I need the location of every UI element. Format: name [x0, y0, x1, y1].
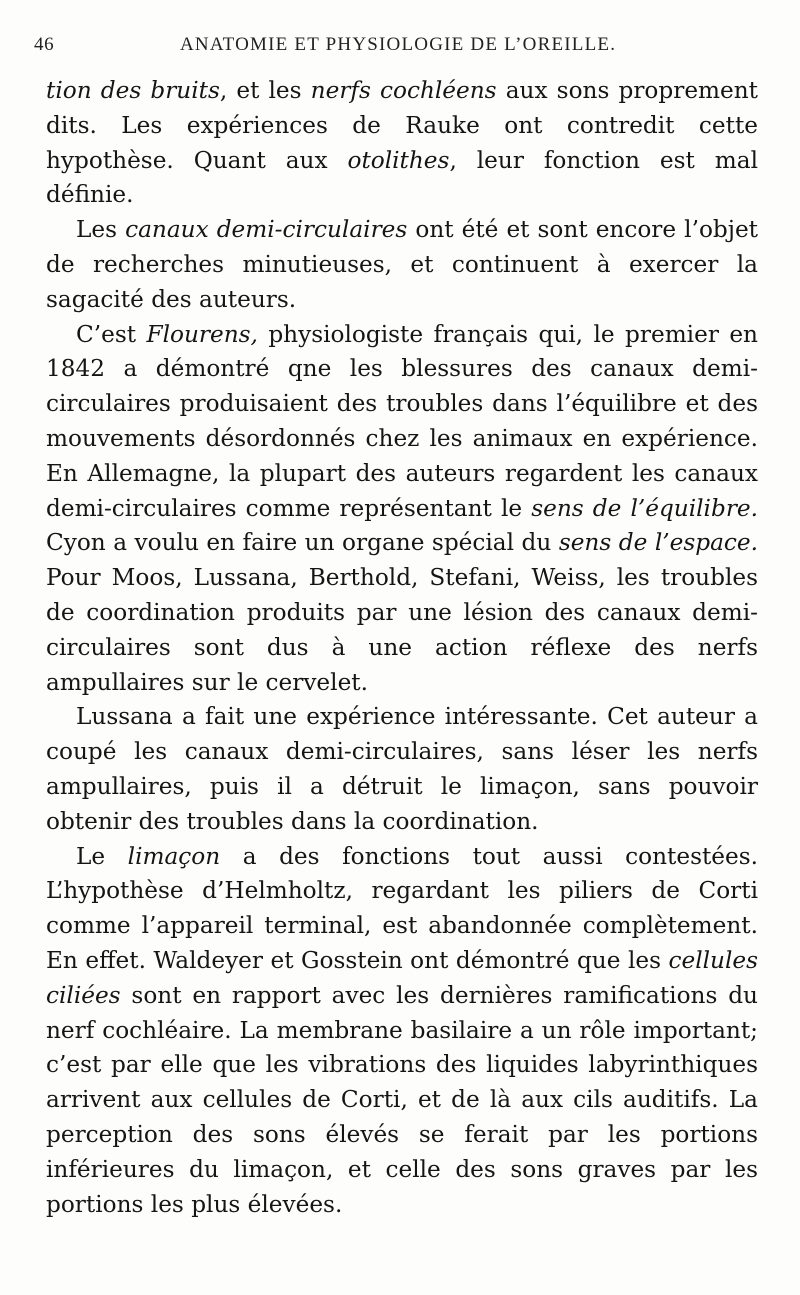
body-text: [46, 74, 758, 1222]
italic-term: cellules ciliées: [46, 946, 758, 1009]
italic-term: sens de l’équilibre.: [531, 494, 758, 522]
italic-term: nerfs cochléens: [310, 77, 497, 104]
running-head: [34, 28, 754, 62]
paragraph-text: a des fonctions tout aussi contestées. L’hypothèse d’Helmholtz, regardant les piliers de Corti comme l’appareil terminal, est abandonnée complètement. En effet. Waldeyer et Gosstein ont démontré que les: [46, 842, 758, 974]
italic-term: limaçon: [127, 842, 221, 870]
paragraph-1: [46, 74, 758, 213]
paragraph-3: [46, 318, 758, 701]
paragraph-text: aux sons proprement dits. Les expériences de Rauke ont contredit cette hypothèse. Quant aux: [46, 77, 758, 174]
paragraph-text: Les: [76, 216, 126, 244]
paragraph-text: , leur fonction est mal définie.: [46, 146, 758, 209]
paragraph-text: , et les: [219, 77, 311, 104]
paragraph-text: C’est: [76, 320, 147, 348]
paragraph-4: [46, 700, 758, 839]
italic-term: otolithes: [347, 146, 450, 174]
paragraph-text: Cyon a voulu en faire un organe spécial du: [46, 529, 559, 557]
paragraph-text: Pour Moos, Lussana, Berthold, Stefani, Weiss, les troubles de coordination produits par une lésion des canaux demi-circulaires sont dus à une action réflexe des nerfs ampullaires sur le cervelet.: [46, 564, 758, 696]
italic-term: Flourens,: [146, 320, 258, 348]
italic-term: sens de l’espace.: [558, 529, 758, 557]
running-title: ANATOMIE ET PHYSIOLOGIE DE L’OREILLE.: [180, 34, 617, 55]
paragraph-text: Le: [76, 842, 128, 870]
paragraph-text: physiologiste français qui, le premier en 1842 a démontré qne les blessures des canaux demi-circulaires produisaient des troubles dans l’équilibre et des mouvements désordonnés chez les animaux en expérience. En Allemagne, la plupart des auteurs regardent les canaux demi-circulaires comme représentant le: [46, 320, 758, 522]
paragraph-text: Lussana a fait une expérience intéressante. Cet auteur a coupé les canaux demi-circulaires, sans léser les nerfs ampullaires, puis il a détruit le limaçon, sans pouvoir obtenir des troubles dans la coordination.: [46, 703, 758, 835]
paragraph-5: [46, 840, 758, 1223]
italic-term: tion des bruits: [46, 77, 220, 104]
paragraph-2: [46, 213, 758, 317]
paragraph-text: ont été et sont encore l’objet de recherches minutieuses, et continuent à exercer la sagacité des auteurs.: [46, 216, 758, 313]
paragraph-text: sont en rapport avec les dernières ramifications du nerf cochléaire. La membrane basilaire a un rôle important; c’est par elle que les vibrations des liquides labyrinthiques arrivent aux cellules de Corti, et de là aux cils auditifs. La perception des sons élevés se ferait par les portions inférieures du limaçon, et celle des sons graves par les portions les plus élevées.: [46, 981, 758, 1218]
italic-term: canaux demi-circulaires: [125, 216, 408, 244]
page-number: 46: [34, 34, 55, 55]
